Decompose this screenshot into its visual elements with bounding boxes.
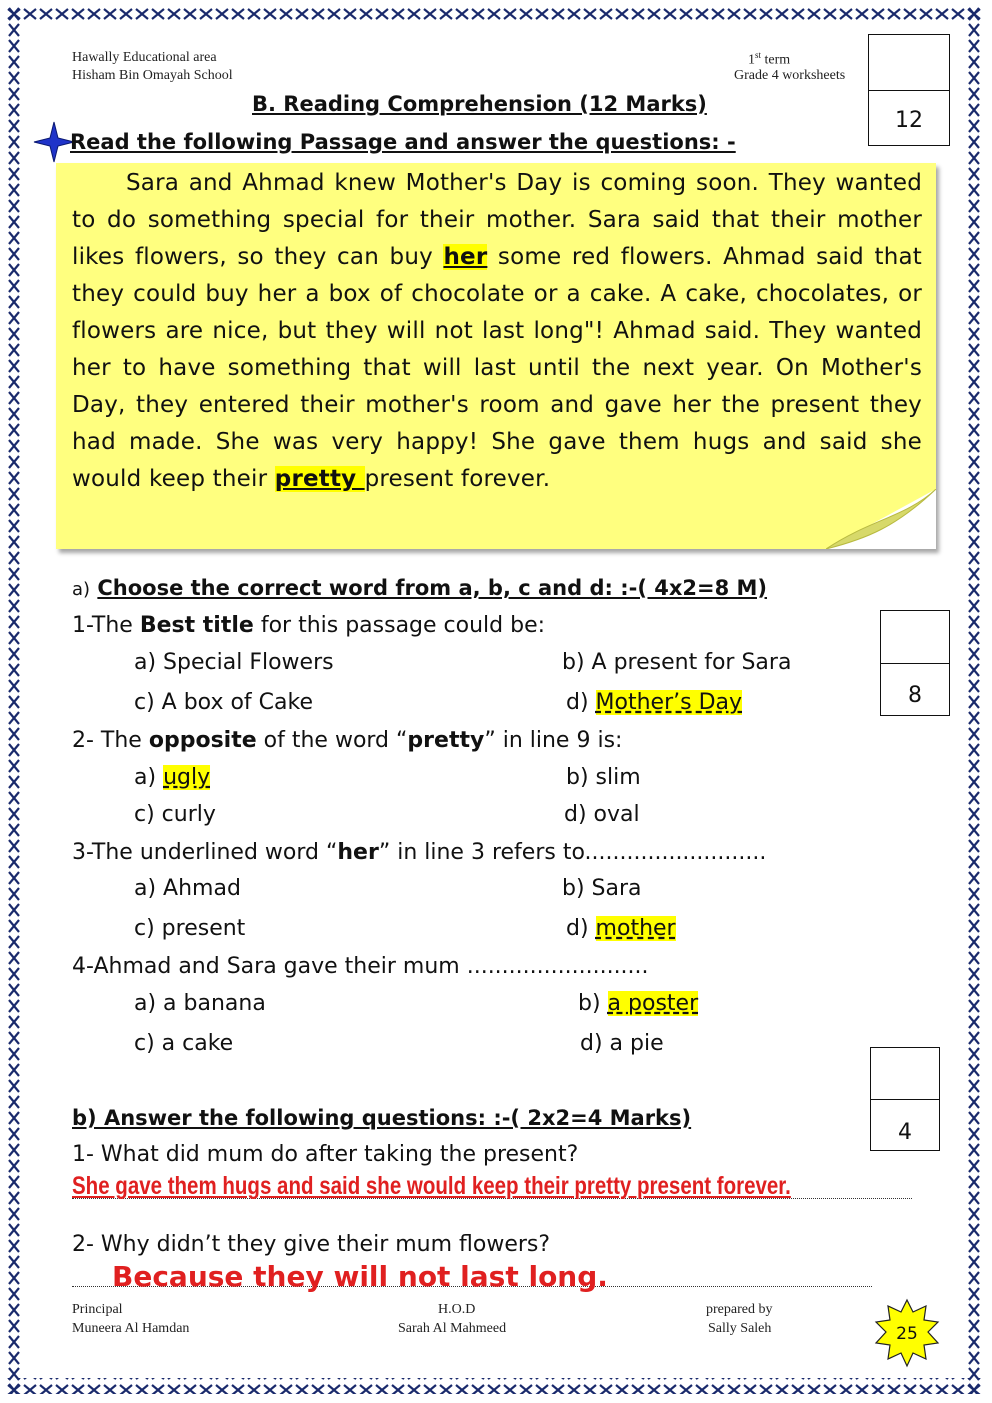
q2-option-a: a) ugly [134,765,211,790]
footer-principal-role: Principal [72,1302,123,1317]
footer-prepared-name: Sally Saleh [708,1321,772,1336]
q4-option-c: c) a cake [134,1031,234,1056]
part-a-score-box [880,610,950,716]
q3-option-c: c) present [134,916,246,941]
q1-option-b: b) A present for Sara [562,650,792,675]
q1-option-c: c) A box of Cake [134,690,314,715]
footer-principal-name: Muneera Al Hamdan [72,1321,190,1336]
part-b-score-box [870,1047,940,1151]
word-pretty: pretty [274,466,365,492]
q3-option-a: a) Ahmad [134,876,241,901]
word-her: her [443,244,488,270]
header-school: Hisham Bin Omayah School [72,68,233,83]
passage-text: Sara and Ahmad knew Mother's Day is coming soon. They wanted to do something special for their mother. Sara said that their mother likes flowers, so they can buy her some red flowers. Ahmad said that they could buy her a box of chocolate or a cake. A cake, chocolates, or flowers are nice, but they will not last long"! Ahmad said. They wanted her to have something that will last until the next year. On Mother's Day, they entered their mother's room and gave her the present they had made. She was very happy! She gave them hugs and said she would keep their pretty present forever. [72,170,922,492]
q3-answer: mother [595,916,676,941]
q3-option-b: b) Sara [562,876,642,901]
part-b-score: 4 [898,1120,912,1145]
question-1: 1-The Best title for this passage could be: [72,613,546,638]
part-b-question-1: 1- What did mum do after taking the present? [72,1142,579,1167]
header-grade: Grade 4 worksheets [734,68,846,83]
q4-option-d: d) a pie [580,1031,664,1056]
part-b-answer-1: She gave them hugs and said she would keep their pretty present forever. [72,1172,791,1200]
q2-answer: ugly [163,765,211,790]
q4-answer: a poster [607,991,699,1016]
q4-option-b: b) a poster [578,991,699,1016]
header-area: Hawally Educational area [72,50,217,65]
q2-option-d: d) oval [564,802,640,827]
question-3: 3-The underlined word “her” in line 3 refers to.......................... [72,840,767,865]
q1-answer: Mother’s Day [595,690,743,715]
q2-option-c: c) curly [134,802,216,827]
part-b-title: b) Answer the following questions: :-( 2x2=4 Marks) [72,1106,692,1130]
q1-option-d: d) Mother’s Day [566,690,743,715]
q4-option-a: a) a banana [134,991,266,1016]
part-a-score: 8 [908,683,922,708]
q1-option-a: a) Special Flowers [134,650,334,675]
footer-prepared-role: prepared by [706,1302,773,1317]
footer-hod-name: Sarah Al Mahmeed [398,1321,507,1336]
instruction: Read the following Passage and answer the questions: - [70,130,736,154]
header-term: 1st term [748,50,791,68]
part-b-question-2: 2- Why didn’t they give their mum flowers? [72,1232,551,1257]
part-b-answer-2: Because they will not last long. [112,1260,608,1293]
question-2: 2- The opposite of the word “pretty” in line 9 is: [72,728,623,753]
total-score: 12 [895,108,923,133]
passage-box [56,163,936,549]
footer-hod-role: H.O.D [438,1302,476,1317]
total-score-box [868,34,950,146]
question-4: 4-Ahmad and Sara gave their mum .......................... [72,954,649,979]
page-number: 25 [896,1324,918,1344]
q3-option-d: d) mother [566,916,676,941]
page-curl-icon [826,489,936,549]
section-title: B. Reading Comprehension (12 Marks) [252,92,707,116]
q2-option-b: b) slim [566,765,641,790]
part-a-title: a) Choose the correct word from a, b, c and d: :-( 4x2=8 M) [72,576,768,600]
